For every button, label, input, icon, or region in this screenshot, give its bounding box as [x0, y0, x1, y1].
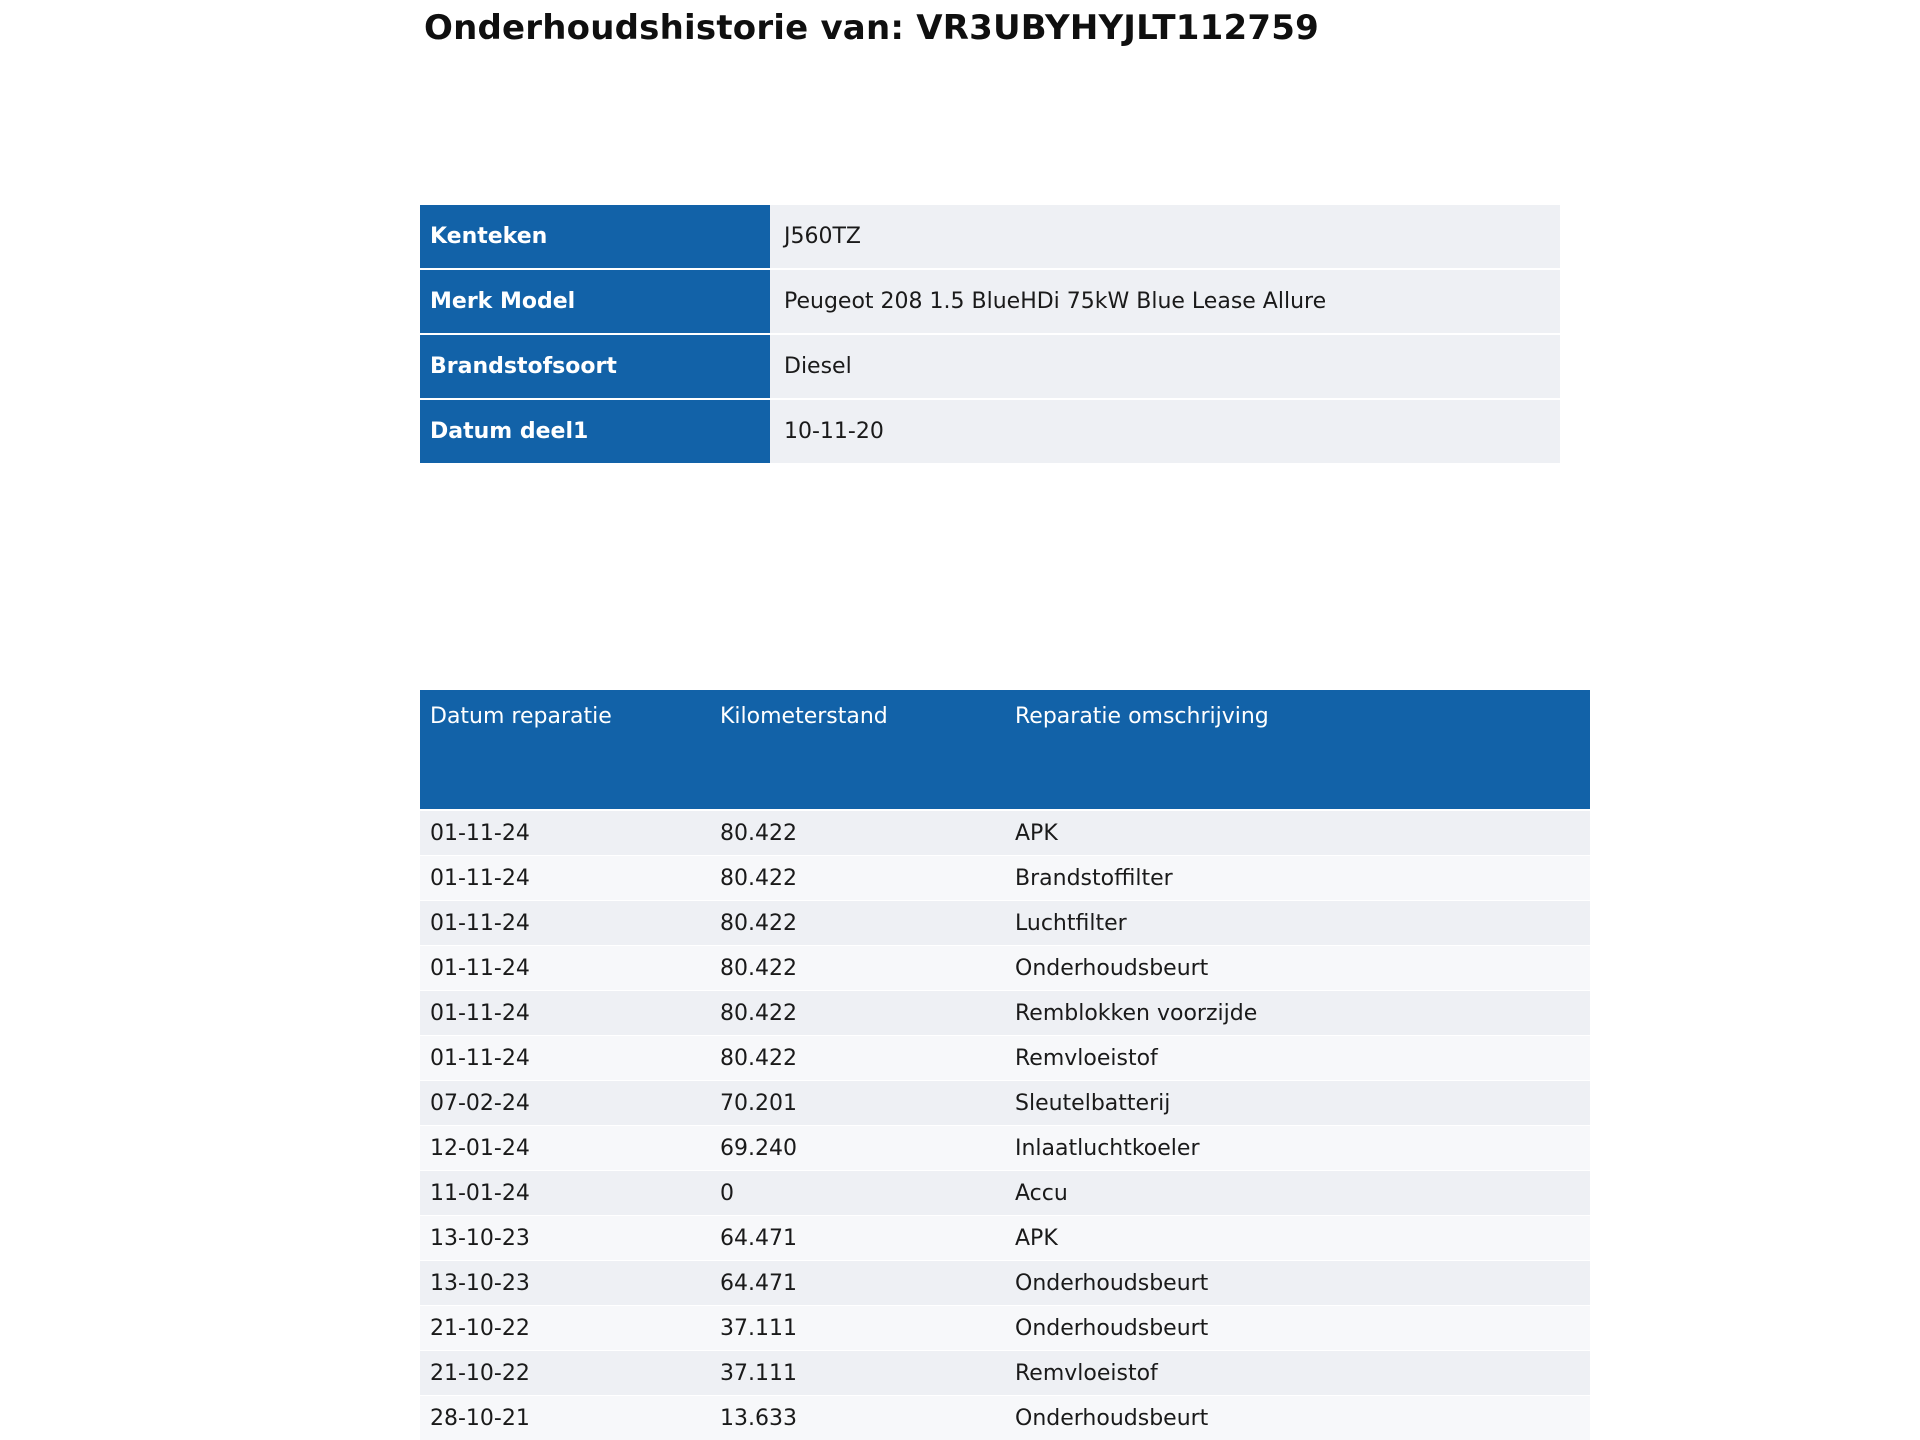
cell-description: Onderhoudsbeurt — [1005, 1396, 1590, 1440]
vehicle-info-value: Peugeot 208 1.5 BlueHDi 75kW Blue Lease Allure — [770, 269, 1560, 334]
cell-date: 21-10-22 — [420, 1306, 710, 1351]
cell-date: 28-10-21 — [420, 1396, 710, 1440]
cell-km: 70.201 — [710, 1081, 1005, 1126]
cell-date: 13-10-23 — [420, 1216, 710, 1261]
history-table-head — [420, 690, 1590, 810]
cell-km: 37.111 — [710, 1351, 1005, 1396]
cell-description: Remvloeistof — [1005, 1036, 1590, 1081]
table-row — [420, 205, 1560, 269]
vehicle-info-label: Kenteken — [420, 205, 770, 269]
cell-km: 80.422 — [710, 856, 1005, 901]
vehicle-info-table — [420, 205, 1560, 465]
cell-date: 07-02-24 — [420, 1081, 710, 1126]
table-row — [420, 1171, 1590, 1216]
table-row — [420, 1351, 1590, 1396]
cell-date: 01-11-24 — [420, 810, 710, 856]
vehicle-info-label: Brandstofsoort — [420, 334, 770, 399]
cell-description: Inlaatluchtkoeler — [1005, 1126, 1590, 1171]
cell-date: 01-11-24 — [420, 946, 710, 991]
table-row — [420, 269, 1560, 334]
table-row — [420, 856, 1590, 901]
history-table-body — [420, 810, 1590, 1440]
table-row — [420, 1396, 1590, 1440]
vehicle-info-value: Diesel — [770, 334, 1560, 399]
table-row — [420, 946, 1590, 991]
table-row — [420, 334, 1560, 399]
vehicle-info-value: J560TZ — [770, 205, 1560, 269]
table-row — [420, 399, 1560, 464]
table-row — [420, 901, 1590, 946]
cell-km: 13.633 — [710, 1396, 1005, 1440]
column-header-km: Kilometerstand — [710, 690, 1005, 810]
vehicle-info-label: Merk Model — [420, 269, 770, 334]
cell-description: Onderhoudsbeurt — [1005, 1306, 1590, 1351]
page-title: Onderhoudshistorie van: VR3UBYHYJLT112759 — [424, 8, 1319, 48]
cell-date: 13-10-23 — [420, 1261, 710, 1306]
cell-date: 01-11-24 — [420, 856, 710, 901]
cell-km: 80.422 — [710, 1036, 1005, 1081]
table-row — [420, 991, 1590, 1036]
column-header-description: Reparatie omschrijving — [1005, 690, 1590, 810]
maintenance-history-table — [420, 690, 1590, 1440]
vehicle-info-label: Datum deel1 — [420, 399, 770, 464]
cell-km: 37.111 — [710, 1306, 1005, 1351]
cell-km: 0 — [710, 1171, 1005, 1216]
cell-date: 01-11-24 — [420, 1036, 710, 1081]
cell-date: 21-10-22 — [420, 1351, 710, 1396]
cell-description: Accu — [1005, 1171, 1590, 1216]
cell-date: 11-01-24 — [420, 1171, 710, 1216]
cell-km: 80.422 — [710, 991, 1005, 1036]
table-row — [420, 1126, 1590, 1171]
table-row — [420, 1216, 1590, 1261]
vehicle-info-body — [420, 205, 1560, 464]
cell-description: APK — [1005, 1216, 1590, 1261]
cell-description: Onderhoudsbeurt — [1005, 1261, 1590, 1306]
vehicle-info-value: 10-11-20 — [770, 399, 1560, 464]
cell-date: 01-11-24 — [420, 901, 710, 946]
cell-km: 64.471 — [710, 1216, 1005, 1261]
cell-date: 12-01-24 — [420, 1126, 710, 1171]
cell-km: 69.240 — [710, 1126, 1005, 1171]
cell-description: Luchtfilter — [1005, 901, 1590, 946]
table-row — [420, 810, 1590, 856]
column-header-date: Datum reparatie — [420, 690, 710, 810]
table-row — [420, 1081, 1590, 1126]
table-header-row — [420, 690, 1590, 810]
cell-date: 01-11-24 — [420, 991, 710, 1036]
cell-description: Sleutelbatterij — [1005, 1081, 1590, 1126]
cell-km: 64.471 — [710, 1261, 1005, 1306]
cell-description: Remblokken voorzijde — [1005, 991, 1590, 1036]
cell-description: Onderhoudsbeurt — [1005, 946, 1590, 991]
cell-description: Remvloeistof — [1005, 1351, 1590, 1396]
table-row — [420, 1036, 1590, 1081]
cell-km: 80.422 — [710, 810, 1005, 856]
cell-km: 80.422 — [710, 946, 1005, 991]
table-row — [420, 1306, 1590, 1351]
table-row — [420, 1261, 1590, 1306]
cell-description: Brandstoffilter — [1005, 856, 1590, 901]
cell-km: 80.422 — [710, 901, 1005, 946]
cell-description: APK — [1005, 810, 1590, 856]
